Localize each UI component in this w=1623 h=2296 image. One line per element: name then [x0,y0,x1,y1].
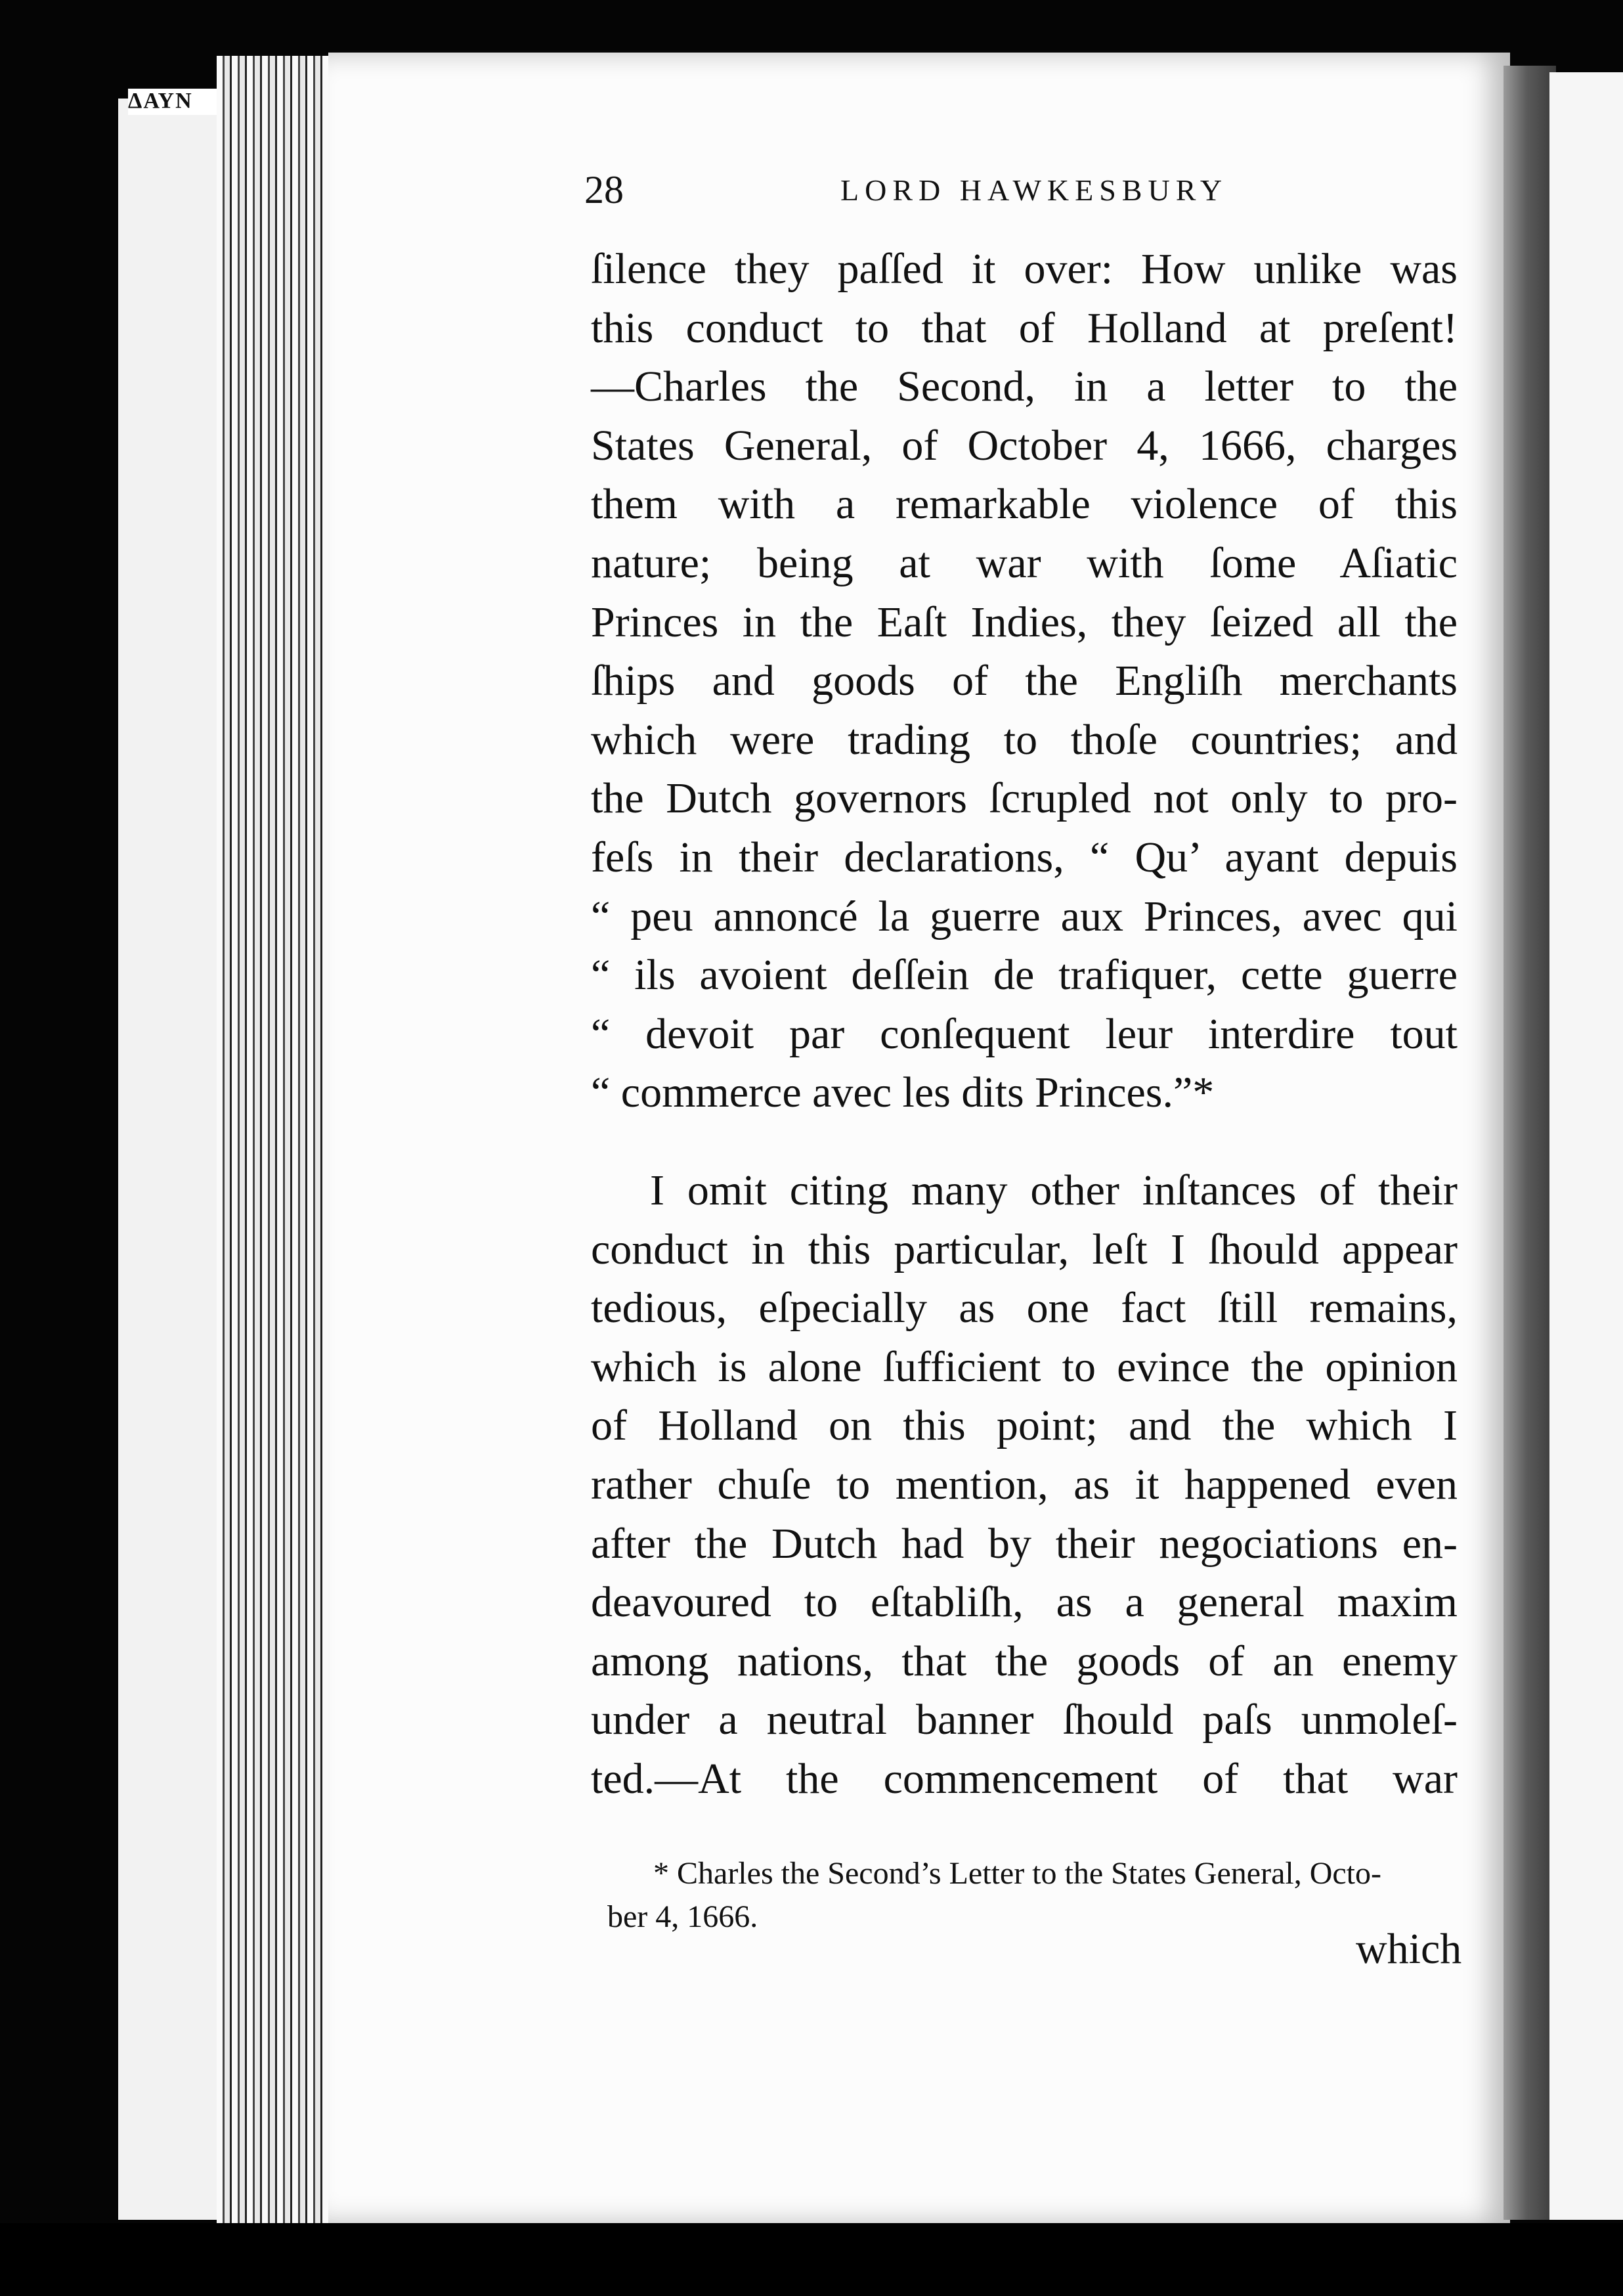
footnote-line: * Charles the Second’s Letter to the States General, Octo- [653,1856,1381,1891]
gutter-shadow [1504,66,1556,2220]
next-page-edge [1549,72,1623,2220]
text-line: States General, of October 4, 1666, charges [591,421,1458,470]
text-line: tedious, eſpecially as one fact ſtill remains, [591,1284,1458,1333]
text-line: “ commerce avec les dits Princes.”* [591,1069,1215,1117]
text-line: —Charles the Second, in a letter to the [591,363,1458,411]
text-line: conduct in this particular, leſt I ſhould appear [591,1225,1458,1273]
previous-page-edge [118,99,217,2220]
catchword: which [1356,1925,1462,1973]
text-line: “ peu annoncé la guerre aux Princes, avec qui [591,892,1458,940]
footnote [607,1852,1467,1939]
text-line: “ devoit par conſequent leur interdire tout [591,1009,1458,1058]
text-line: ſhips and goods of the Engliſh merchants [591,657,1458,705]
paragraph-2 [591,1161,1458,1809]
text-line: among nations, that the goods of an enemy [591,1637,1458,1685]
text-line: which is alone ſufficient to evince the opinion [591,1342,1458,1391]
text-line: which were trading to thoſe countries; and [591,715,1458,764]
book-page-edges [217,56,335,2223]
text-line: “ ils avoient deſſein de trafiquer, cette guerre [591,951,1458,1000]
edge-label: ΔΑΥΝ [128,89,220,115]
text-line: nature; being at war with ſome Aſiatic [591,539,1458,587]
text-line: rather chuſe to mention, as it happened even [591,1460,1458,1509]
scan-bottom-band [0,2223,1623,2296]
text-line: after the Dutch had by their negociations en- [591,1519,1458,1568]
text-line: the Dutch governors ſcrupled not only to pro- [591,774,1458,823]
paragraph-1 [591,240,1458,1122]
running-head: LORD HAWKESBURY [840,173,1228,207]
footnote-line: ber 4, 1666. [607,1899,758,1934]
text-line: I omit citing many other inſtances of their [650,1166,1458,1214]
text-line: ted.—At the commencement of that war [591,1754,1458,1803]
text-line: under a neutral banner ſhould paſs unmoleſ- [591,1696,1458,1744]
text-line: Princes in the Eaſt Indies, they ſeized all the [591,598,1458,646]
text-line: ſilence they paſſed it over: How unlike was [591,245,1458,293]
text-line: deavoured to eſtabliſh, as a general maxim [591,1578,1458,1627]
page-number: 28 [584,168,624,211]
text-line: of Holland on this point; and the which I [591,1402,1458,1450]
page-header [584,167,1458,213]
text-line: this conduct to that of Holland at preſent! [591,303,1458,352]
text-line: feſs in their declarations, “ Qu’ ayant depuis [591,833,1458,881]
text-line: them with a remarkable violence of this [591,480,1458,529]
